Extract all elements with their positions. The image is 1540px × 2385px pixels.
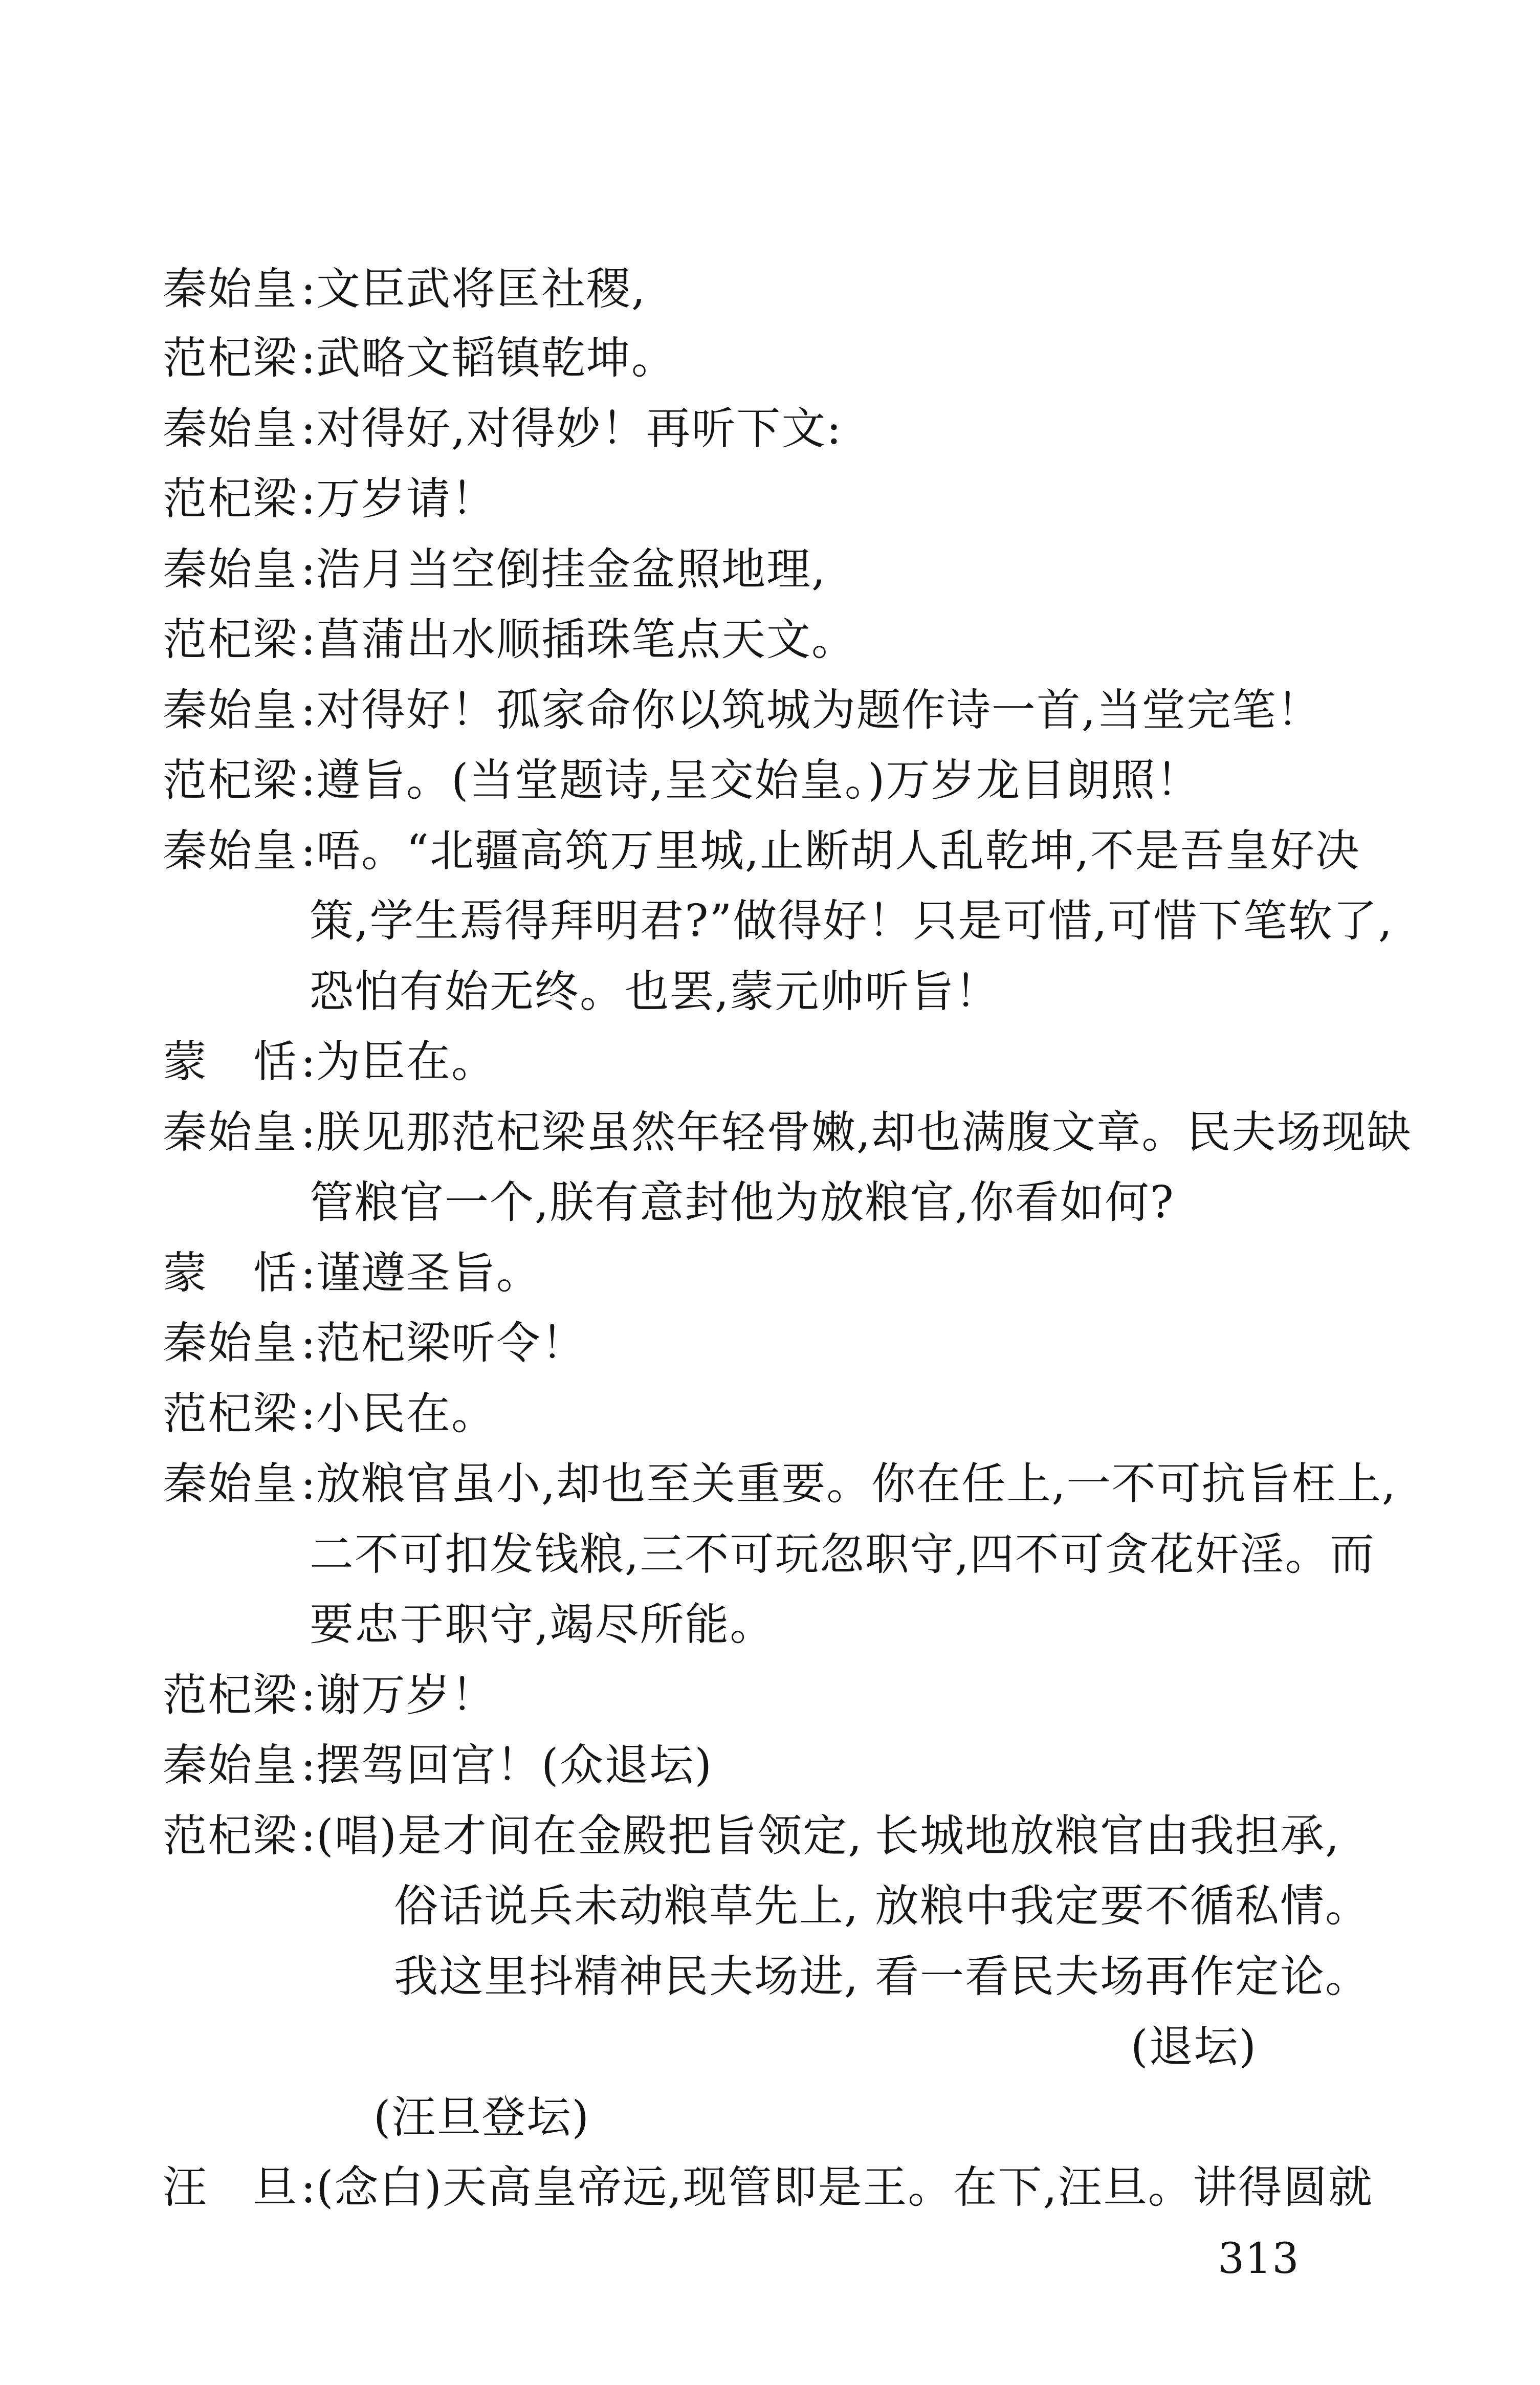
line-text: 对得好,对得妙！再听下文: bbox=[316, 403, 843, 454]
dialogue-line bbox=[163, 682, 1322, 738]
verse-second-half: 看一看民夫场再作定论。 bbox=[875, 1951, 1370, 2002]
line-text: 武略文韬镇乾坤。 bbox=[316, 333, 676, 384]
dialogue-line bbox=[163, 1104, 1412, 1161]
speaker-name: 秦始皇 bbox=[163, 685, 298, 736]
dialogue-line bbox=[163, 330, 676, 386]
line-text: 文臣武将匡社稷, bbox=[316, 264, 647, 315]
speaker-name: 范杞梁 bbox=[163, 1388, 298, 1439]
stage-direction-exit: (退坛) bbox=[1131, 2021, 1258, 2072]
verse-first-half: 我这里抖精神民夫场进, bbox=[394, 1951, 860, 2002]
colon: : bbox=[301, 1248, 317, 1299]
line-text: 唔。“北疆高筑万里城,止断胡人乱乾坤,不是吾皇好决 bbox=[316, 825, 1360, 877]
colon: : bbox=[301, 1458, 317, 1509]
colon: : bbox=[301, 473, 317, 524]
line-text: 放粮官虽小,却也至关重要。你在任上,一不可抗旨枉上, bbox=[316, 1458, 1397, 1509]
line-text: 浩月当空倒挂金盆照地理, bbox=[316, 544, 827, 595]
line-text: 谨遵圣旨。 bbox=[316, 1248, 541, 1299]
continuation-line: 要忠于职守,竭尽所能。 bbox=[310, 1599, 775, 1650]
dialogue-line bbox=[163, 541, 826, 598]
dialogue-line bbox=[163, 823, 1360, 879]
colon: : bbox=[301, 825, 317, 877]
speaker-name: 范杞梁 bbox=[163, 1670, 298, 1721]
colon: : bbox=[301, 1036, 317, 1087]
continuation-line: 策,学生焉得拜明君?”做得好！只是可惜,可惜下笔软了, bbox=[310, 895, 1394, 947]
speaker-name: 秦始皇 bbox=[163, 544, 298, 595]
colon: : bbox=[301, 2162, 317, 2213]
dialogue-line bbox=[163, 2159, 1373, 2216]
colon: : bbox=[301, 1810, 317, 1862]
stage-direction-enter: (汪旦登坛) bbox=[373, 2092, 590, 2143]
continuation-line: 恐怕有始无终。也罢,蒙元帅听旨！ bbox=[310, 966, 1000, 1017]
dialogue-line bbox=[163, 471, 496, 527]
dialogue-line bbox=[163, 1456, 1397, 1512]
page-number: 313 bbox=[1218, 2235, 1300, 2283]
line-text: 对得好！孤家命你以筑城为题作诗一首,当堂完笔！ bbox=[316, 685, 1322, 736]
colon: : bbox=[301, 264, 317, 315]
line-text: 遵旨。(当堂题诗,呈交始皇。)万岁龙目朗照！ bbox=[316, 755, 1201, 806]
dialogue-line bbox=[163, 1737, 713, 1793]
verse-first-half: 俗话说兵未动粮草先上, bbox=[394, 1880, 860, 1932]
line-text: (念白)天高皇帝远,现管即是王。在下,汪旦。讲得圆就 bbox=[316, 2162, 1373, 2213]
speaker-name: 秦始皇 bbox=[163, 1458, 298, 1509]
dialogue-line bbox=[163, 1667, 496, 1723]
speaker-name: 范杞梁 bbox=[163, 473, 298, 524]
song-line bbox=[163, 1808, 863, 1864]
continuation-line: 管粮官一个,朕有意封他为放粮官,你看如何? bbox=[310, 1177, 1175, 1228]
speaker-name: 汪 旦 bbox=[163, 2162, 298, 2213]
speaker-name: 秦始皇 bbox=[163, 825, 298, 877]
speaker-name: 蒙 恬 bbox=[163, 1248, 298, 1299]
line-text: 万岁请！ bbox=[316, 473, 496, 524]
speaker-name: 秦始皇 bbox=[163, 403, 298, 454]
line-text: 小民在。 bbox=[316, 1388, 496, 1439]
line-text: 朕见那范杞梁虽然年轻骨嫩,却也满腹文章。民夫场现缺 bbox=[316, 1107, 1412, 1158]
colon: : bbox=[301, 544, 317, 595]
colon: : bbox=[301, 1740, 317, 1791]
speaker-name: 秦始皇 bbox=[163, 1107, 298, 1158]
verse-second-half: 长城地放粮官由我担承, bbox=[875, 1810, 1340, 1862]
colon: : bbox=[301, 1318, 317, 1369]
dialogue-line bbox=[163, 261, 646, 317]
colon: : bbox=[301, 1670, 317, 1721]
dialogue-line bbox=[163, 1386, 496, 1442]
verse-second-half: 放粮中我定要不循私情。 bbox=[875, 1880, 1370, 1932]
colon: : bbox=[301, 755, 317, 806]
speaker-name: 秦始皇 bbox=[163, 1740, 298, 1791]
continuation-line: 二不可扣发钱粮,三不可玩忽职守,四不可贪花奸淫。而 bbox=[310, 1529, 1375, 1580]
speaker-name: 范杞梁 bbox=[163, 755, 298, 806]
speaker-name: 范杞梁 bbox=[163, 1810, 298, 1862]
dialogue-line bbox=[163, 1315, 586, 1371]
dialogue-line bbox=[163, 752, 1201, 808]
verse-first-half: (唱)是才间在金殿把旨领定, bbox=[316, 1810, 863, 1862]
speaker-name: 范杞梁 bbox=[163, 614, 298, 665]
line-text: 菖蒲出水顺插珠笔点天文。 bbox=[316, 614, 856, 665]
speaker-name: 范杞梁 bbox=[163, 333, 298, 384]
line-text: 范杞梁听令！ bbox=[316, 1318, 586, 1369]
speaker-name: 秦始皇 bbox=[163, 1318, 298, 1369]
colon: : bbox=[301, 614, 317, 665]
speaker-name: 蒙 恬 bbox=[163, 1036, 298, 1087]
colon: : bbox=[301, 1107, 317, 1158]
dialogue-line bbox=[163, 401, 842, 457]
colon: : bbox=[301, 403, 317, 454]
dialogue-line bbox=[163, 611, 856, 668]
colon: : bbox=[301, 685, 317, 736]
line-text: 摆驾回宫！(众退坛) bbox=[316, 1740, 713, 1791]
dialogue-line bbox=[163, 1034, 496, 1090]
colon: : bbox=[301, 1388, 317, 1439]
line-text: 为臣在。 bbox=[316, 1036, 496, 1087]
colon: : bbox=[301, 333, 317, 384]
line-text: 谢万岁！ bbox=[316, 1670, 496, 1721]
dialogue-line bbox=[163, 1245, 541, 1301]
speaker-name: 秦始皇 bbox=[163, 264, 298, 315]
